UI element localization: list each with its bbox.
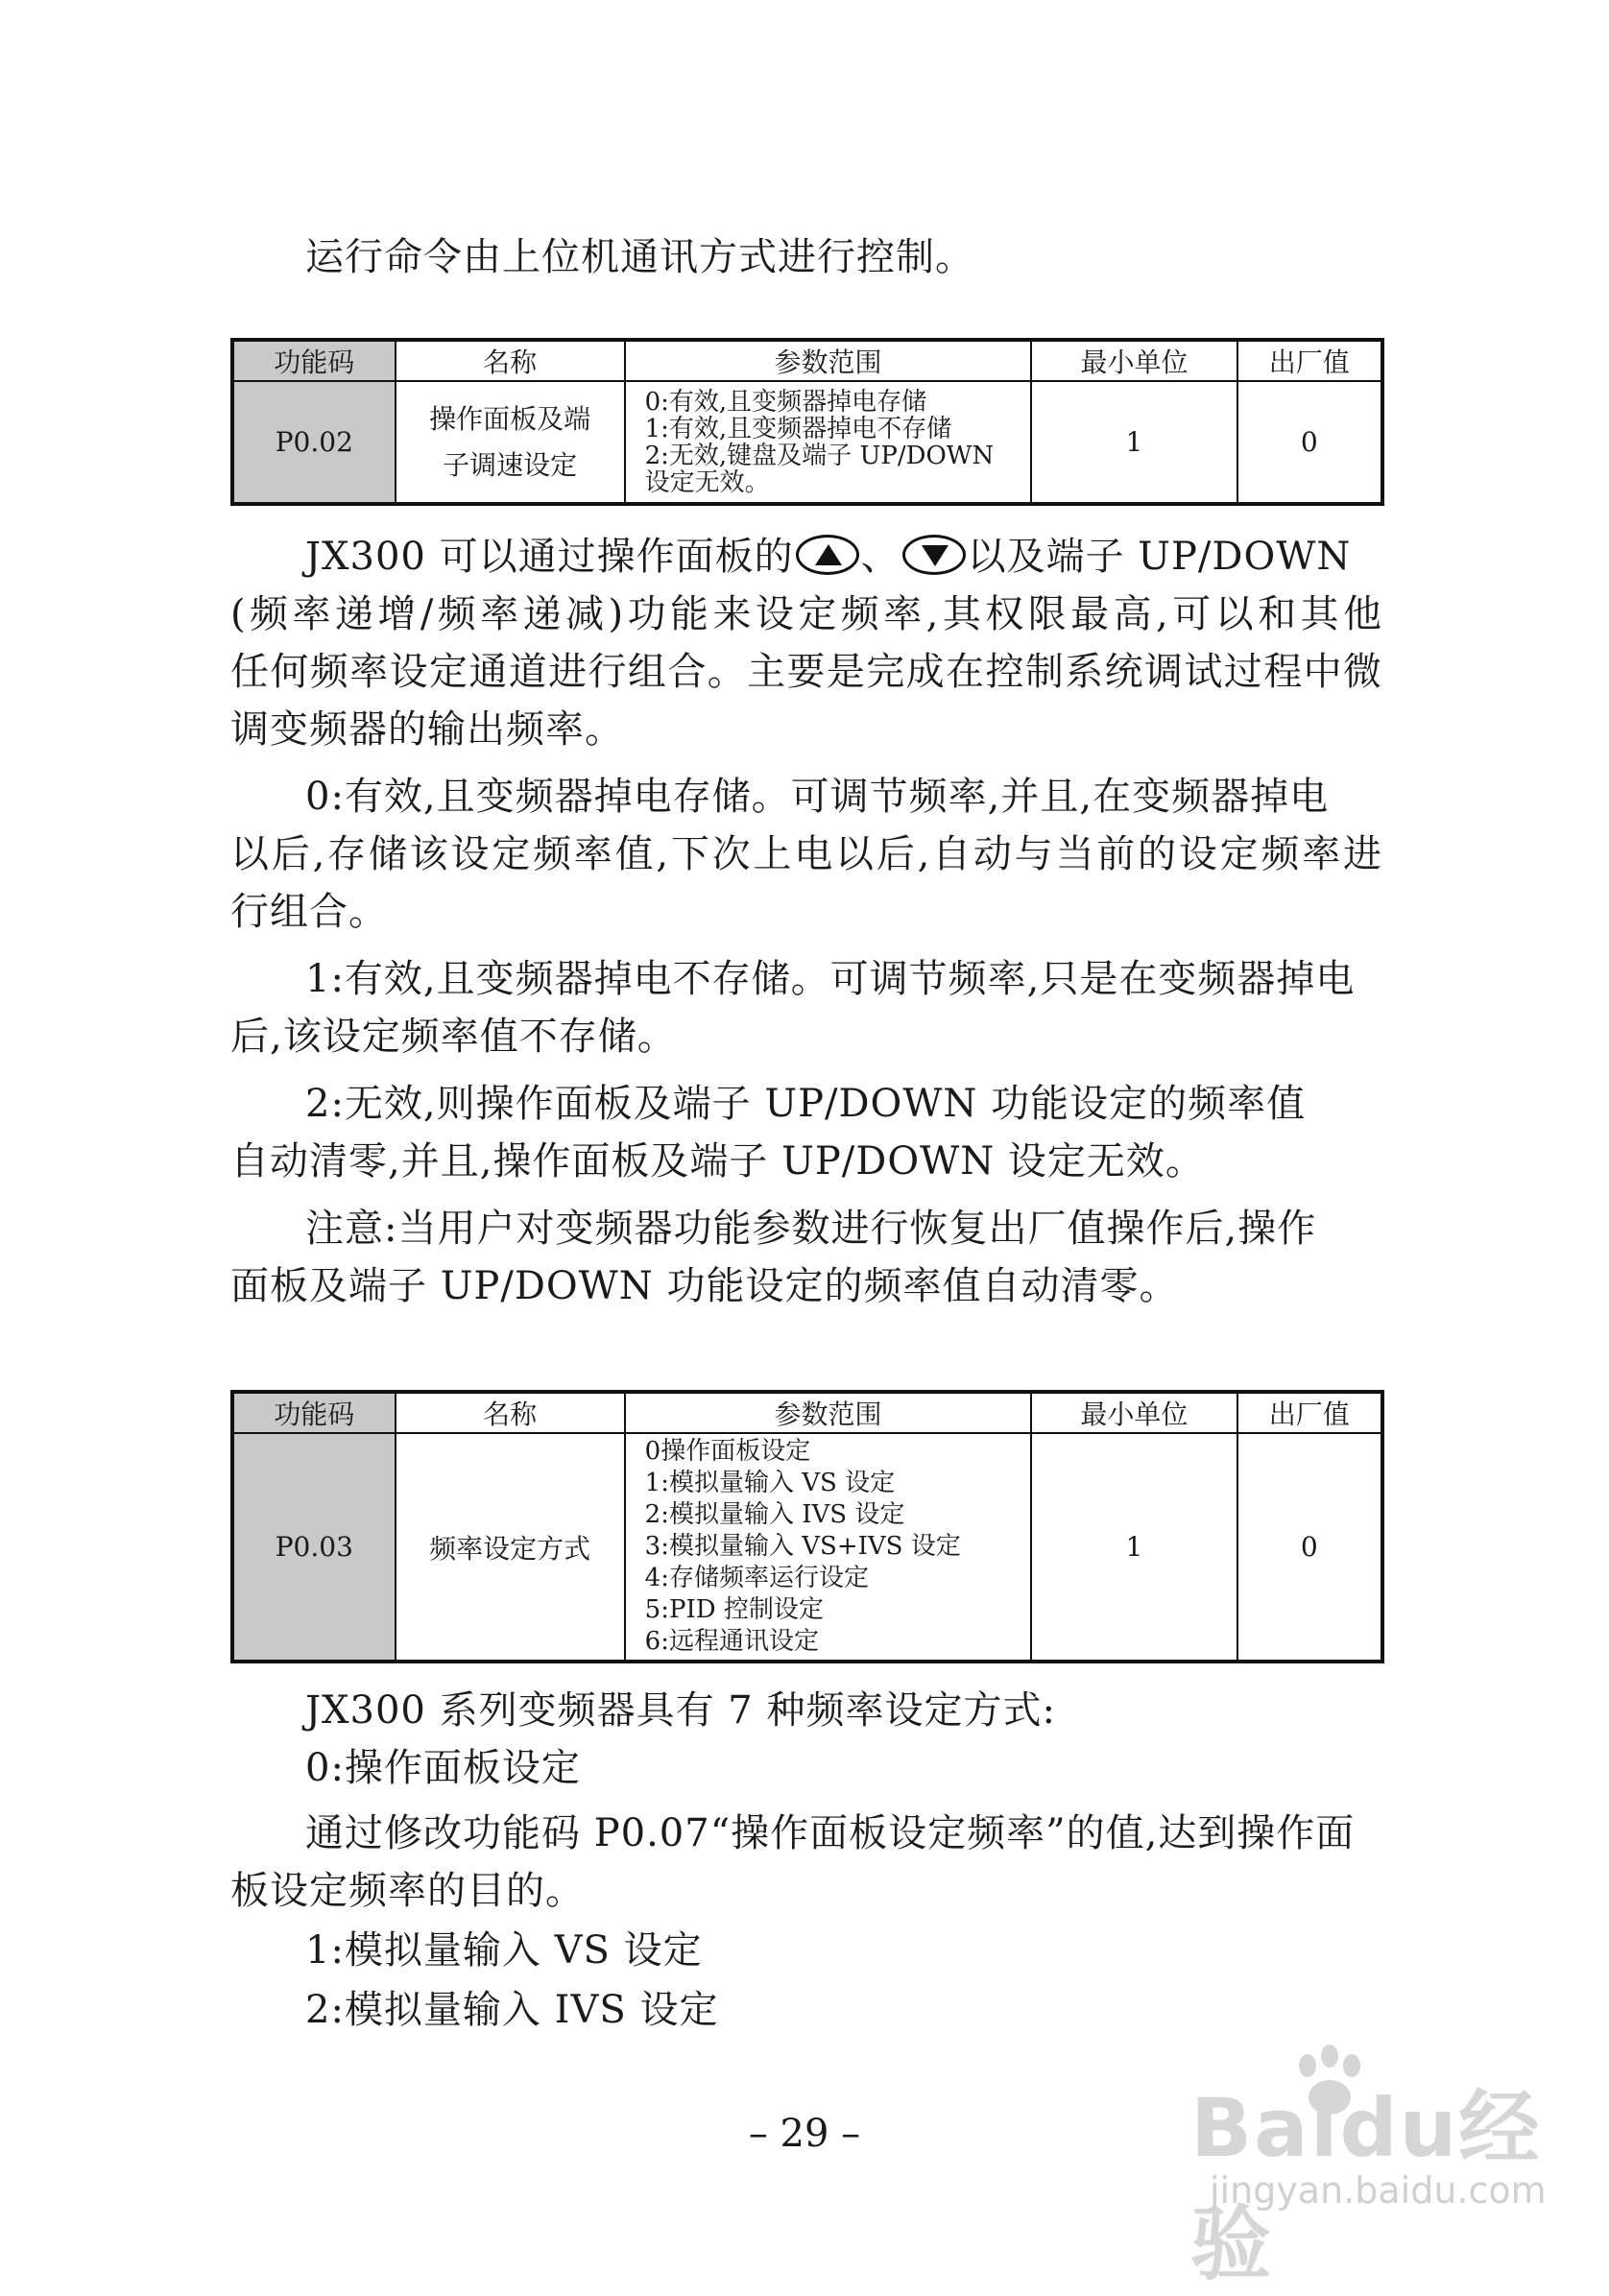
paragraph-line: 板设定频率的目的。: [230, 1869, 585, 1913]
name-cell: [396, 381, 625, 504]
paragraph-line: 以后,存储该设定频率值,下次上电以后,自动与当前的设定频率进: [230, 832, 1382, 876]
down-arrow-key-icon: [902, 535, 966, 575]
text-span: 、: [860, 535, 901, 579]
paragraph-line: 2:无效,则操作面板及端子 UP/DOWN 功能设定的频率值: [305, 1082, 1307, 1126]
unit-cell: 1: [1031, 1433, 1237, 1662]
header-unit: 最小单位: [1031, 340, 1237, 381]
page-number: – 29 –: [748, 2112, 861, 2156]
paragraph-line: 1:模拟量输入 VS 设定: [305, 1928, 703, 1973]
paragraph-line: 调变频器的输出频率。: [230, 707, 624, 752]
paragraph-line: 行组合。: [230, 890, 388, 934]
code-cell: P0.02: [232, 381, 396, 504]
paragraph-line: JX300 系列变频器具有 7 种频率设定方式:: [305, 1688, 1056, 1733]
table-header-row: [232, 340, 1382, 381]
range-line: 1:模拟量输入 VS 设定: [644, 1469, 896, 1497]
table-header-row: [232, 1392, 1382, 1433]
baidu-watermark: [1190, 2045, 1574, 2291]
range-line: 2:无效,键盘及端子 UP/DOWN: [644, 441, 995, 470]
code-cell: P0.03: [232, 1433, 396, 1662]
header-range: 参数范围: [625, 1392, 1032, 1433]
paragraph-line: [305, 534, 1351, 580]
param-table-p0-02: [230, 338, 1384, 506]
header-default: 出厂值: [1237, 1392, 1382, 1433]
header-name: 名称: [396, 1392, 625, 1433]
text-span: JX300 可以通过操作面板的: [305, 535, 794, 579]
header-code: 功能码: [232, 340, 396, 381]
header-code: 功能码: [232, 1392, 396, 1433]
range-line: 2:模拟量输入 IVS 设定: [644, 1500, 905, 1529]
text-span: 以及端子 UP/DOWN: [967, 535, 1352, 579]
header-unit: 最小单位: [1031, 1392, 1237, 1433]
range-line: 3:模拟量输入 VS+IVS 设定: [644, 1532, 961, 1561]
paragraph-line: 后,该设定频率值不存储。: [230, 1015, 677, 1059]
name-line: 子调速设定: [443, 448, 578, 481]
header-name: 名称: [396, 340, 625, 381]
range-cell: [625, 381, 1032, 504]
paragraph-line: 0:操作面板设定: [305, 1746, 581, 1790]
paragraph-line: 通过修改功能码 P0.07“操作面板设定频率”的值,达到操作面: [305, 1811, 1356, 1855]
range-line: 1:有效,且变频器掉电不存储: [644, 414, 952, 443]
watermark-url: jingyan.baidu.com: [1210, 2169, 1547, 2212]
unit-cell: 1: [1031, 381, 1237, 504]
watermark-logo-text: Baidu经验: [1190, 2081, 1542, 2291]
range-line: 设定无效。: [644, 467, 770, 497]
header-default: 出厂值: [1237, 340, 1382, 381]
range-line: 0操作面板设定: [644, 1437, 811, 1466]
range-line: 0:有效,且变频器掉电存储: [644, 387, 927, 417]
paragraph-line: 0:有效,且变频器掉电存储。可调节频率,并且,在变频器掉电: [305, 775, 1330, 819]
up-arrow-key-icon: [796, 535, 859, 575]
paragraph-line: 面板及端子 UP/DOWN 功能设定的频率值自动清零。: [230, 1264, 1179, 1308]
range-cell: [625, 1433, 1032, 1662]
param-table-p0-03: [230, 1390, 1384, 1663]
default-cell: 0: [1237, 1433, 1382, 1662]
default-cell: 0: [1237, 381, 1382, 504]
table-row: [232, 1433, 1382, 1662]
paragraph-line: 注意:当用户对变频器功能参数进行恢复出厂值操作后,操作: [305, 1207, 1317, 1251]
header-range: 参数范围: [625, 340, 1032, 381]
range-line: 6:远程通讯设定: [644, 1627, 819, 1656]
table-row: [232, 381, 1382, 504]
paragraph-line: 自动清零,并且,操作面板及端子 UP/DOWN 设定无效。: [230, 1139, 1205, 1184]
range-line: 5:PID 控制设定: [644, 1595, 824, 1624]
range-line: 4:存储频率运行设定: [644, 1564, 869, 1592]
intro-text: 运行命令由上位机通讯方式进行控制。: [305, 235, 974, 279]
name-cell: 频率设定方式: [396, 1433, 625, 1662]
paragraph-line: 任何频率设定通道进行组合。主要是完成在控制系统调试过程中微: [230, 650, 1382, 694]
name-line: 操作面板及端: [429, 402, 591, 435]
paragraph-line: (频率递增/频率递减)功能来设定频率,其权限最高,可以和其他: [230, 592, 1382, 636]
paragraph-line: 1:有效,且变频器掉电不存储。可调节频率,只是在变频器掉电: [305, 957, 1356, 1001]
paragraph-line: 2:模拟量输入 IVS 设定: [305, 1988, 719, 2032]
